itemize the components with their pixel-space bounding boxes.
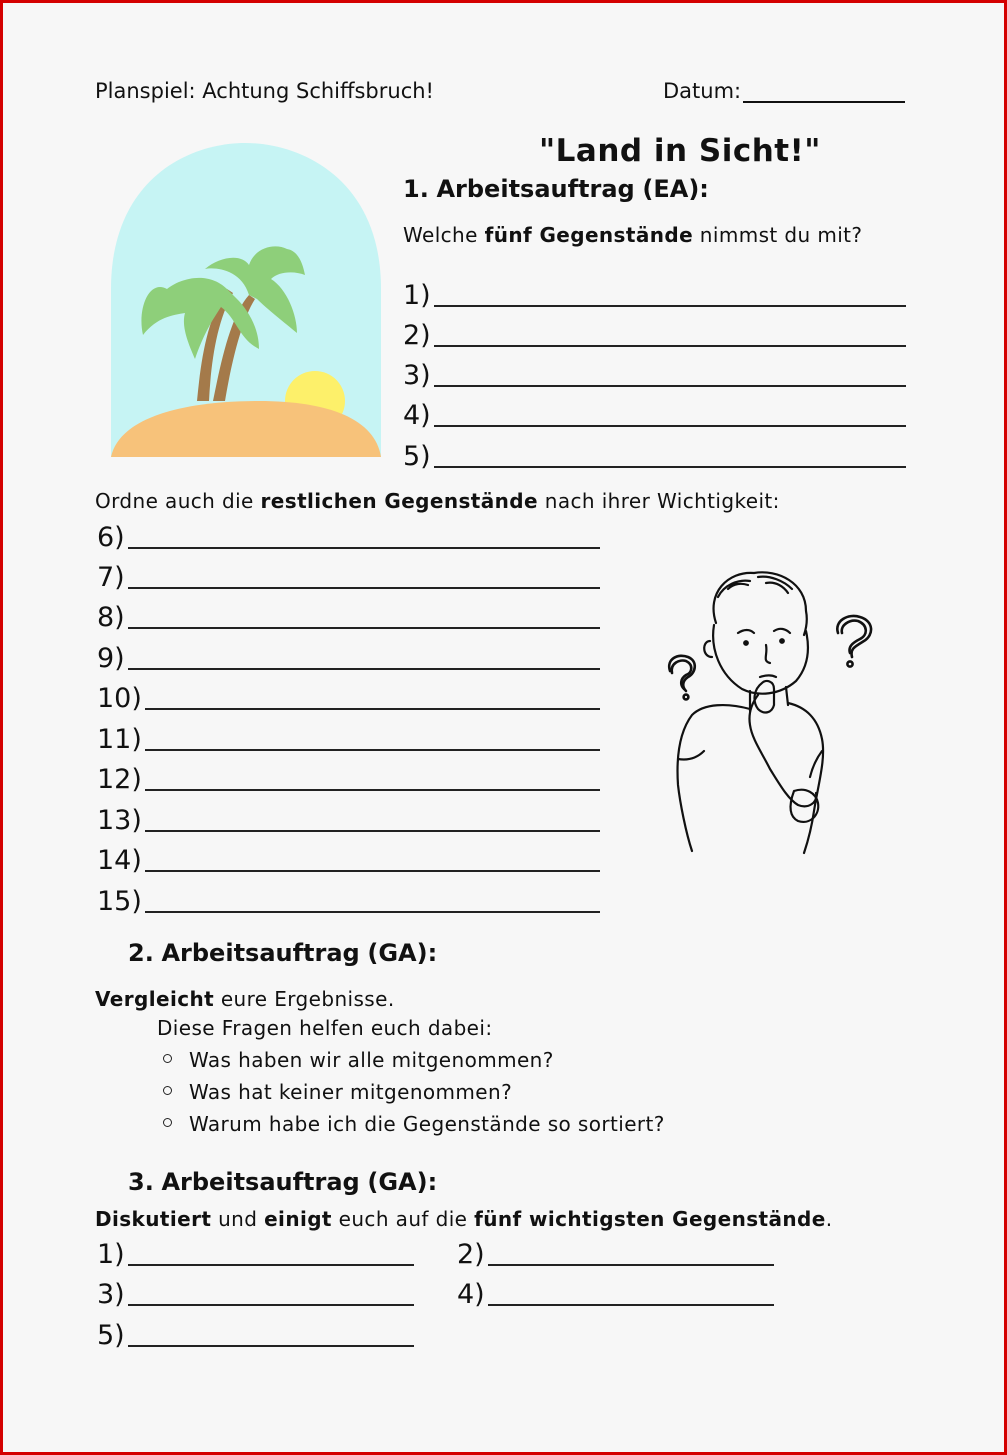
- answer-number: 10): [97, 683, 142, 714]
- date-field: [663, 79, 905, 103]
- bullet-text: Warum habe ich die Gegenstände so sortiert?: [189, 1112, 665, 1136]
- bullet-text: Was hat keiner mitgenommen?: [189, 1080, 513, 1104]
- answer-line[interactable]: [434, 385, 906, 387]
- order-answer-13: [97, 807, 600, 834]
- order-answer-14: [97, 847, 600, 874]
- task3-word-5: fünf wichtigsten Gegenstände: [474, 1207, 826, 1231]
- answer-number: 4): [457, 1279, 485, 1310]
- bullet-item: [163, 1048, 554, 1072]
- answer-line[interactable]: [128, 668, 600, 670]
- task1-question: [403, 223, 862, 247]
- order-answer-6: [97, 524, 600, 551]
- task3-instruction: [95, 1207, 833, 1231]
- answer-number: 1): [97, 1239, 125, 1270]
- left-eye: [744, 641, 748, 645]
- task2-label: Arbeitsauftrag: [161, 939, 360, 967]
- answer-line[interactable]: [145, 911, 600, 913]
- answer-line[interactable]: [145, 870, 600, 872]
- answer-number: 15): [97, 886, 142, 917]
- task1-answer-4: [403, 402, 906, 429]
- task3-word-4: euch auf die: [338, 1207, 468, 1231]
- page-title: "Land in Sicht!": [539, 133, 821, 169]
- task3-answer-4: [457, 1281, 774, 1308]
- task2-tag: (GA):: [367, 939, 438, 967]
- task1-answer-1: [403, 282, 906, 309]
- answer-number: 4): [403, 400, 431, 431]
- order-answer-9: [97, 645, 600, 672]
- order-bold: restlichen Gegenstände: [260, 489, 538, 513]
- question-mark-left-icon: [669, 656, 695, 700]
- task2-number: 2.: [128, 939, 154, 967]
- order-answer-12: [97, 766, 600, 793]
- shirt-left: [678, 705, 750, 851]
- bullet-item: [163, 1112, 665, 1136]
- bullet-icon: [163, 1086, 172, 1095]
- mouth: [760, 676, 776, 678]
- answer-line[interactable]: [434, 345, 906, 347]
- answer-line[interactable]: [145, 789, 600, 791]
- order-answer-15: [97, 888, 600, 915]
- task1-answer-3: [403, 362, 906, 389]
- task2-instruction: [95, 987, 395, 1011]
- answer-line[interactable]: [434, 466, 906, 468]
- task2-instruction-bold: Vergleicht: [95, 987, 215, 1011]
- task1-heading: [403, 175, 709, 203]
- answer-number: 7): [97, 562, 125, 593]
- task3-tag: (GA):: [367, 1168, 438, 1196]
- answer-number: 3): [97, 1279, 125, 1310]
- answer-number: 6): [97, 522, 125, 553]
- task1-answer-5: [403, 443, 906, 470]
- task1-tag: (EA):: [642, 175, 709, 203]
- task1-question-bold: fünf Gegenstände: [484, 223, 694, 247]
- task3-answer-3: [97, 1281, 414, 1308]
- answer-line[interactable]: [488, 1304, 774, 1306]
- answer-line[interactable]: [145, 830, 600, 832]
- task3-label: Arbeitsauftrag: [161, 1168, 360, 1196]
- answer-line[interactable]: [128, 1304, 414, 1306]
- right-eye: [780, 639, 784, 643]
- answer-line[interactable]: [488, 1264, 774, 1266]
- task3-word-1: Diskutiert: [95, 1207, 212, 1231]
- date-label: Datum:: [663, 79, 742, 103]
- sleeves: [678, 751, 822, 777]
- answer-number: 12): [97, 764, 142, 795]
- task3-answer-1: [97, 1241, 414, 1268]
- answer-line[interactable]: [434, 305, 906, 307]
- answer-number: 5): [97, 1320, 125, 1351]
- order-post: nach ihrer Wichtigkeit:: [544, 489, 780, 513]
- answer-line[interactable]: [128, 1264, 414, 1266]
- answer-number: 14): [97, 845, 142, 876]
- answer-line[interactable]: [145, 749, 600, 751]
- answer-line[interactable]: [128, 547, 600, 549]
- task2-sub: Diese Fragen helfen euch dabei:: [157, 1016, 493, 1040]
- answer-line[interactable]: [434, 425, 906, 427]
- task1-question-pre: Welche: [403, 223, 478, 247]
- task1-question-post: nimmst du mit?: [699, 223, 863, 247]
- task1-answer-2: [403, 322, 906, 349]
- island-illustration: [109, 139, 385, 459]
- task3-answer-5: [97, 1322, 414, 1349]
- ear-outline: [704, 641, 712, 657]
- bullet-text: Was haben wir alle mitgenommen?: [189, 1048, 554, 1072]
- answer-number: 8): [97, 602, 125, 633]
- date-input-line[interactable]: [743, 83, 905, 103]
- hair-outline: [714, 572, 807, 635]
- answer-number: 2): [457, 1239, 485, 1270]
- nose: [766, 645, 770, 663]
- question-mark-right-icon: [837, 616, 871, 667]
- task3-answer-2: [457, 1241, 774, 1268]
- bullet-item: [163, 1080, 512, 1104]
- order-instruction: [95, 489, 780, 513]
- worksheet-subject: Planspiel: Achtung Schiffsbruch!: [95, 79, 434, 103]
- answer-line[interactable]: [128, 627, 600, 629]
- answer-number: 2): [403, 320, 431, 351]
- answer-number: 9): [97, 643, 125, 674]
- answer-number: 11): [97, 724, 142, 755]
- thinking-person-illustration: [658, 563, 883, 858]
- task3-word-6: .: [825, 1207, 833, 1231]
- answer-number: 5): [403, 441, 431, 472]
- answer-line[interactable]: [145, 708, 600, 710]
- order-answer-11: [97, 726, 600, 753]
- task2-heading: [128, 939, 437, 967]
- order-answer-7: [97, 564, 600, 591]
- answer-line[interactable]: [128, 1345, 414, 1347]
- answer-line[interactable]: [128, 587, 600, 589]
- task1-number: 1.: [403, 175, 429, 203]
- bullet-icon: [163, 1054, 172, 1063]
- order-pre: Ordne auch die: [95, 489, 254, 513]
- answer-number: 13): [97, 805, 142, 836]
- order-answer-8: [97, 604, 600, 631]
- task3-number: 3.: [128, 1168, 154, 1196]
- order-answer-10: [97, 685, 600, 712]
- task1-label: Arbeitsauftrag: [436, 175, 635, 203]
- answer-number: 3): [403, 360, 431, 391]
- bullet-icon: [163, 1118, 172, 1127]
- shirt-right: [788, 703, 823, 853]
- task3-word-3: einigt: [264, 1207, 332, 1231]
- task2-instruction-rest: eure Ergebnisse.: [220, 987, 395, 1011]
- answer-number: 1): [403, 280, 431, 311]
- task3-heading: [128, 1168, 437, 1196]
- eyebrows: [738, 629, 790, 633]
- task3-word-2: und: [218, 1207, 258, 1231]
